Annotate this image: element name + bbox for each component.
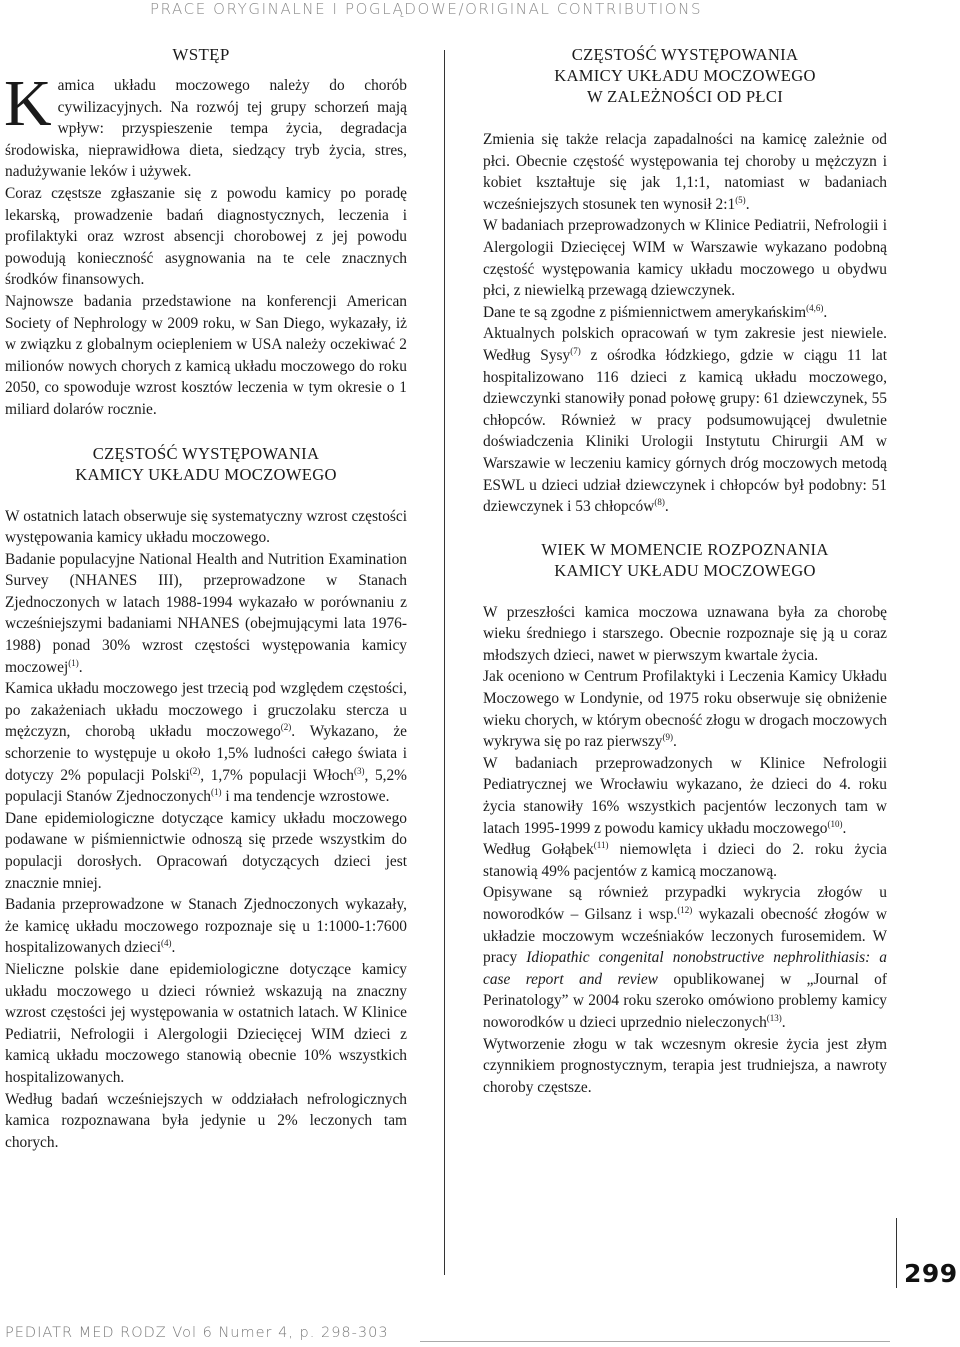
section-heading-frequency: CZĘSTOŚĆ WYSTĘPOWANIA KAMICY UKŁADU MOCZOWEGO — [75, 443, 337, 484]
citation-ref: (13) — [766, 1012, 782, 1023]
paragraph: Opisywane są również przypadki wykrycia złogów u noworodków – Gilsanz i wsp.$^{(12)}$ wykazali obecność złogów w układzie moczowym wcześniaków leczonych furosemidem. W pracy Idiopathic congenital nonobstructive nephrolithiasis: a case report and review opublikowanej w „Journal of Perinatology” w 2004 roku szeroko omówiono problemy kamicy noworodków u dzieci uprzednio nieleczonych$^{(13)}$. — [483, 884, 887, 1031]
page-number-rule — [896, 1218, 897, 1288]
citation-ref: (11) — [593, 840, 609, 851]
citation-ref: (2) — [280, 722, 292, 733]
paragraph: Najnowsze badania przedstawione na konferencji American Society of Nephrology w 2009 roku, w San Diego, wykazały, iż w związku z globalnym ociepleniem w USA należy oczekiwać 2 milionów nowych chorych z kamicą układu moczowego do roku 2050, co spowoduje wzrost kosztów leczenia w tym okresie o 1 miliard dolarów rocznie. — [5, 292, 407, 418]
paragraph: W przeszłości kamica moczowa uznawana była za chorobę wieku średniego i starszego. Obecnie rozpoznaje się ją u coraz młodszych dzieci, nawet w pierwszym kwartale życia. — [483, 603, 887, 664]
citation-ref: (4,6) — [806, 302, 824, 313]
left-column — [5, 44, 407, 1153]
section-heading-age: WIEK W MOMENCIE ROZPOZNANIA KAMICY UKŁADU MOCZOWEGO — [541, 539, 829, 580]
drop-cap: K — [4, 67, 52, 140]
section-heading-intro: WSTĘP — [172, 45, 230, 64]
column-divider — [444, 50, 445, 1275]
section-heading-sex: CZĘSTOŚĆ WYSTĘPOWANIA KAMICY UKŁADU MOCZOWEGO W ZALEŻNOŚCI OD PŁCI — [554, 45, 816, 106]
paragraph: Kamica układu moczowego należy do chorób cywilizacyjnych. Na rozwój tej grupy schorzeń mają wpływ: przyspieszenie tempa życia, degradacja środowiska, nieprawidłowa dieta, siedzący tryb życia, stres, nadużywanie leków i używek. — [4, 67, 407, 181]
paragraph: Dane te są zgodne z piśmiennictwem amerykańskim$^{(4,6)}$. — [483, 302, 828, 321]
citation-ref: (7) — [570, 345, 581, 356]
citation-ref: (5) — [735, 194, 746, 205]
footer-rule — [420, 1341, 890, 1342]
paragraph: W badaniach przeprowadzonych w Klinice Nefrologii Pediatrycznej we Wrocławiu wykazano, że dzieci do 4. roku życia stanowiły 16% wszystkich pacjentów leczonych tam w latach 1995-1999 z powodu kamicy układu moczowego$^{(10)}$. — [483, 754, 887, 837]
footer-citation: PEDIATR MED RODZ Vol 6 Numer 4, p. 298-303 — [5, 1325, 389, 1341]
paragraph: Badanie populacyjne National Health and Nutrition Examination Survey (NHANES III), przeprowadzone w Stanach Zjednoczonych w latach 1988-1994 wykazało w porównaniu z wcześniejszymi badaniami NHANES (obejmującymi lata 1976-1988) ponad 30% wzrost częstości występowania kamicy moczowej$^{(1)}$. — [5, 550, 407, 676]
paragraph: Aktualnych polskich opracowań w tym zakresie jest niewiele. Według Sysy$^{(7)}$ z ośrodka łódzkiego, gdzie w ciągu 11 lat hospitalizowano 116 dzieci z kamicą układu moczowego, dziewczynki stanowiły ponad połowę grupy: 61 dziewczynek, 55 chłopców. Również w pracy podsumowującej dwuletnie doświadczenia Kliniki Urologii Instytutu Chirurgii AM w Warszawie w leczeniu kamicy górnych dróg moczowych metodą ESWL u dzieci udział dziewczynek i chłopców był podobny: 51 dziewczynek i 53 chłopców$^{(8)}$. — [483, 325, 887, 516]
citation-ref: (1) — [68, 657, 79, 668]
paragraph: Kamica układu moczowego jest trzecią pod względem częstości, po zakażeniach układu moczowego i gruczolaku stercza u mężczyzn, chorobą układu moczowego$^{(2)}$. Wykazano, że schorzenie to występuje u około 1,5% ludności całego świata i dotyczy 2% populacji Polski$^{(2)}$, 1,7% populacji Włoch$^{(3)}$, 5,2% populacji Stanów Zjednoczonych$^{(1)}$ i ma tendencje wzrostowe. — [5, 680, 407, 806]
paragraph: W ostatnich latach obserwuje się systematyczny wzrost częstości występowania kamicy układu moczowego. — [5, 507, 407, 547]
page-number: 299 — [904, 1259, 958, 1288]
paragraph: W badaniach przeprowadzonych w Klinice Pediatrii, Nefrologii i Alergologii Dziecięcej WIM w Warszawie wykazano podobną częstość występowania kamicy układu moczowego u obydwu płci, z niewielką przewagą dziewczynek. — [483, 217, 887, 300]
paragraph: Coraz częstsze zgłaszanie się z powodu kamicy po poradę lekarską, prowadzenie badań diagnostycznych, leczenia i profilaktyki oraz wzrost absencji chorobowej z jej powodu powodują konieczność asygnowania na te cele znacznych środków finansowych. — [5, 184, 407, 289]
paragraph: Dane epidemiologiczne dotyczące kamicy układu moczowego podawane w piśmiennictwie odnoszą się przede wszystkim do populacji dorosłych. Opracowań dotyczących dzieci jest znacznie mniej. — [5, 809, 407, 892]
paragraph: Zmienia się także relacja zapadalności na kamicę zależnie od płci. Obecnie częstość występowania tej choroby u mężczyzn i kobiet kształtuje się jak 1,1:1, natomiast w badaniach wcześniejszych stosunek ten wynosił 2:1$^{(5)}$. — [483, 131, 887, 213]
citation-ref: (9) — [662, 732, 673, 743]
paragraph: Nieliczne polskie dane epidemiologiczne dotyczące kamicy układu moczowego u dzieci również wskazują na znaczny wzrost częstości jej występowania w ostatnich latach. W Klinice Pediatrii, Nefrologii i Alergologii Dziecięcej WIM dzieci z kamicą układu moczowego stanowią obecnie 10% wszystkich hospitalizowanych. — [5, 960, 407, 1086]
paragraph: Jak oceniono w Centrum Profilaktyki i Leczenia Kamicy Układu Moczowego w Londynie, od 1975 roku obserwuje się obniżenie wieku chorych, w którym obecność złogu w drogach moczowych wykrywa się po raz pierwszy$^{(9)}$. — [483, 668, 887, 751]
cited-title: Idiopathic congenital nonobstructive nephrolithiasis: a case report and review — [483, 949, 887, 988]
citation-ref: (2) — [189, 765, 201, 776]
running-head: PRACE ORYGINALNE I POGLĄDOWE/ORIGINAL CONTRIBUTIONS — [150, 0, 703, 18]
citation-ref: (12) — [677, 904, 693, 915]
citation-ref: (10) — [827, 818, 843, 829]
paragraph: Badania przeprowadzone w Stanach Zjednoczonych wykazały, że kamicę układu moczowego rozpoznaje się u 1:1000-1:7600 hospitalizowanych dzieci$^{(4)}$. — [5, 896, 407, 957]
citation-ref: (1) — [211, 787, 222, 798]
paragraph: Według Gołąbek$^{(11)}$ niemowlęta i dzieci do 2. roku życia stanowią 49% pacjentów z kamicą moczanową. — [483, 840, 888, 880]
paragraph: Według badań wcześniejszych w oddziałach nefrologicznych kamica rozpoznawana była jedynie u 2% leczonych tam chorych. — [5, 1090, 407, 1151]
citation-ref: (3) — [354, 765, 365, 776]
paragraph: Wytworzenie złogu w tak wczesnym okresie życia jest złym czynnikiem prognostycznym, terapia jest trudniejsza, a nawroty choroby częstsze. — [483, 1035, 887, 1096]
right-column — [483, 44, 887, 1098]
citation-ref: (8) — [654, 496, 665, 507]
citation-ref: (4) — [161, 938, 172, 949]
